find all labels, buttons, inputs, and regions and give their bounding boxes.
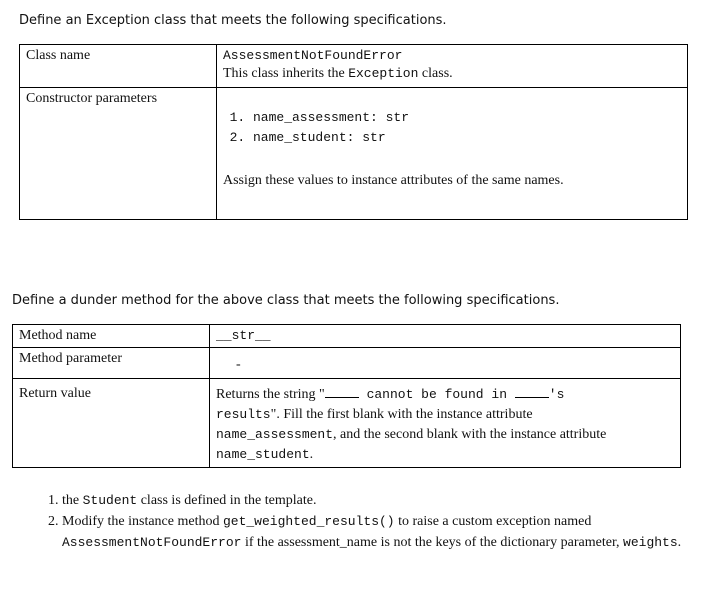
exception-spec-table bbox=[19, 44, 688, 220]
method-name-value: __str__ bbox=[210, 325, 681, 348]
blank-line-1 bbox=[325, 385, 359, 398]
list-item: 2. name_student: str bbox=[253, 128, 681, 148]
list-item: 2. Modify the instance method get_weighted_results() to raise a custom exception named AssessmentNotFoundError if the assessment_name is not the keys of the dictionary parameter, weights. bbox=[62, 511, 692, 553]
blank-line-2 bbox=[515, 385, 549, 398]
method-name-label: Method name bbox=[13, 325, 210, 348]
constructor-label: Constructor parameters bbox=[20, 88, 217, 220]
assign-text: Assign these values to instance attributes of the same names. bbox=[223, 173, 564, 188]
return-label: Return value bbox=[13, 379, 210, 468]
table-row bbox=[20, 88, 688, 220]
section1-heading: Define an Exception class that meets the following specifications. bbox=[19, 13, 447, 28]
dunder-spec-table bbox=[12, 324, 681, 468]
table-row bbox=[13, 325, 681, 348]
method-param-label: Method parameter bbox=[13, 348, 210, 379]
list-item: 1. the Student class is defined in the template. bbox=[62, 490, 692, 511]
table-row bbox=[13, 379, 681, 468]
instructions-list bbox=[32, 490, 692, 553]
constructor-value-cell bbox=[217, 88, 688, 220]
class-name-value: AssessmentNotFoundError bbox=[223, 48, 403, 63]
return-value-cell: Returns the string " cannot be found in 's results". Fill the first blank with the instance attribute name_assessment, and the second blank with the instance attribute name_student. bbox=[210, 379, 681, 468]
table-row bbox=[13, 348, 681, 379]
method-param-value: - bbox=[210, 348, 681, 379]
table-row bbox=[20, 45, 688, 88]
class-name-label: Class name bbox=[20, 45, 217, 88]
section2-heading: Define a dunder method for the above class that meets the following specifications. bbox=[12, 293, 560, 308]
class-name-value-cell bbox=[217, 45, 688, 88]
parameter-list bbox=[223, 108, 681, 148]
list-item: 1. name_assessment: str bbox=[253, 108, 681, 128]
inherits-text: This class inherits the Exception class. bbox=[223, 66, 453, 81]
